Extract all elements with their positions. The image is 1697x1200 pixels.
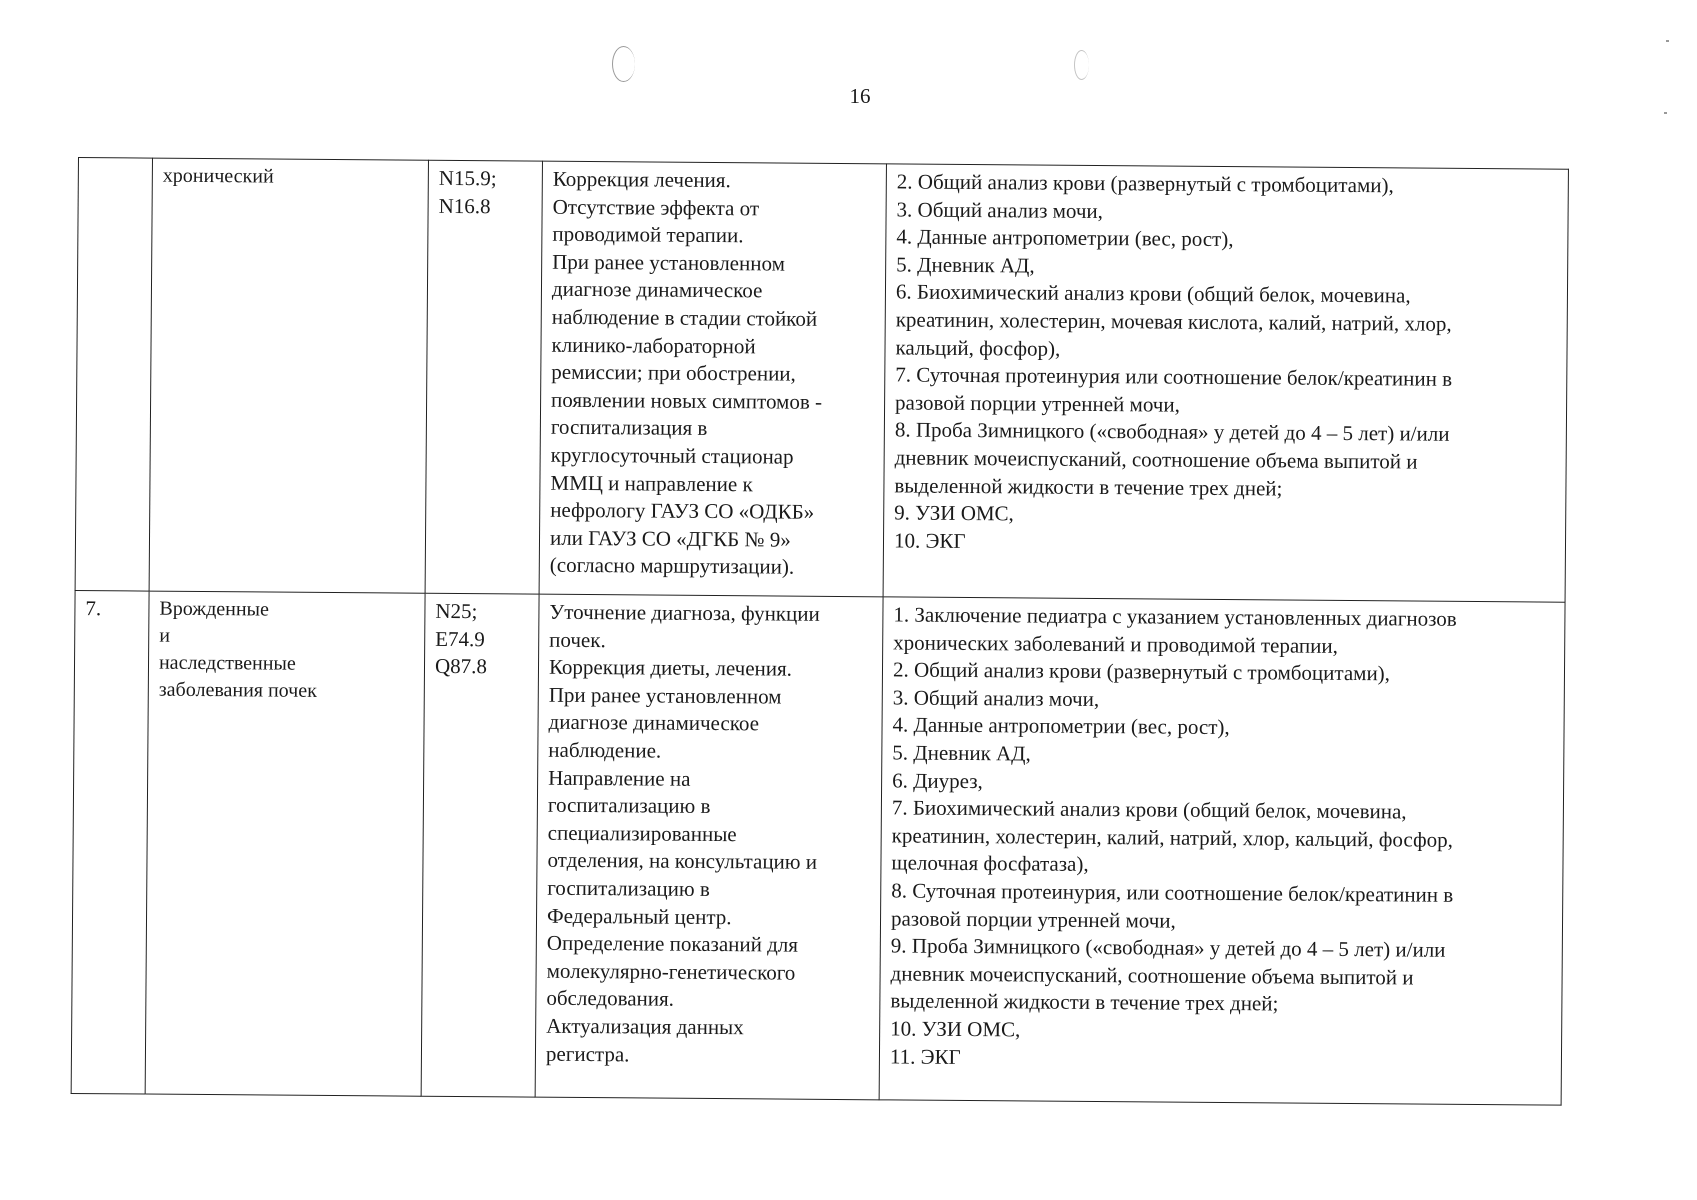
document-line: 8. Суточная протеинурия, или соотношение белок/креатинин в [891,878,1454,907]
clinical-table [71,157,1569,1106]
disease-name-cell [149,158,428,593]
goal-line: Определение показаний для [546,930,799,957]
document-line: разовой порции утренней мочи, [895,390,1180,417]
goal-line: клинико-лабораторной [551,332,756,358]
disease-name-line: Врожденные и [159,597,269,647]
document-line: 9. УЗИ ОМС, [894,500,1014,526]
document-line: 6. Диурез, [892,767,983,793]
goal-line: появлении новых симптомов - [551,387,823,414]
document-line: 7. Биохимический анализ крови (общий белок, мочевина, [891,795,1407,824]
goal-line: Актуализация данных [546,1013,744,1040]
goal-line: или ГАУЗ СО «ДГКБ № 9» [549,525,791,552]
document-line: 2. Общий анализ крови (развернутый с тромбоцитами), [892,657,1391,686]
goal-line: (согласно маршрутизации). [549,553,795,579]
document-line: 3. Общий анализ мочи, [892,685,1100,711]
goal-line: ММЦ и направление к [550,470,753,496]
icd-code: N16.8 [438,193,491,218]
goal-line: Коррекция диеты, лечения. [548,654,793,681]
goal-cell [535,594,883,1100]
goal-line: Уточнение диагноза, функции [549,599,820,626]
goal-line: госпитализацию в [547,792,711,819]
document-line: 10. УЗИ ОМС, [890,1016,1021,1042]
goal-line: наблюдение в стадии стойкой [551,304,818,331]
documents-cell [883,164,1568,602]
goal-line: почек. [549,627,606,652]
document-line: креатинин, холестерин, калий, натрий, хлор, кальций, фосфор, [891,823,1453,852]
goal-line: диагнозе динамическое [551,277,763,303]
goal-cell [539,161,886,597]
document-line: дневник мочеиспусканий, соотношение объема выпитой и [890,961,1414,990]
document-line: хронических заболеваний и проводимой терапии, [893,630,1339,658]
scan-artifact [612,46,635,82]
icd-code: Q87.8 [434,654,488,679]
goal-line: проводимой терапии. [552,221,744,248]
goal-line: госпитализация в [550,415,708,441]
goal-line: диагнозе динамическое [548,710,760,736]
goal-line: При ранее установленном [552,249,786,276]
icd-code: N25; [435,598,478,624]
document-line: 5. Дневник АД, [896,252,1035,278]
document-line: выделенной жидкости в течение трех дней; [894,472,1283,501]
goal-line: Направление на [548,765,691,791]
document-line: выделенной жидкости в течение трех дней; [890,988,1279,1016]
document-line: 6. Биохимический анализ крови (общий белок, мочевина, [895,279,1411,308]
goal-line: обследования. [546,986,675,1012]
document-line: 1. Заключение педиатра с указанием установленных диагнозов [893,602,1457,631]
icd-codes-cell [421,593,539,1097]
icd-code: E74.9 [435,626,485,651]
document-line: дневник мочеиспусканий, соотношение объема выпитой и [894,445,1418,474]
scan-artifact [1074,50,1089,80]
goal-line: специализированные [547,820,737,846]
document-line: 9. Проба Зимницкого («свободная» у детей до 4 – 5 лет) и/или [890,933,1446,962]
disease-name-line: заболевания почек [158,678,317,702]
document-line: 10. ЭКГ [893,528,966,553]
document-line: 8. Проба Зимницкого («свободная» у детей до 4 – 5 лет) и/или [894,417,1450,447]
document-line: 4. Данные антропометрии (вес, рост), [896,224,1234,252]
row-number-cell: 7. [71,590,149,1094]
icd-code: N15.9; [438,165,497,191]
goal-line: отделения, на консультацию и [547,848,818,875]
document-line: креатинин, холестерин, мочевая кислота, калий, натрий, хлор, [895,307,1452,336]
goal-line: ремиссии; при обострении, [551,359,796,386]
document-line: 11. ЭКГ [889,1043,961,1069]
document-line: 2. Общий анализ крови (развернутый с тромбоцитами), [896,169,1394,198]
goal-line: госпитализацию в [547,875,710,901]
scan-artifact [1664,112,1667,114]
icd-codes-cell [425,160,542,594]
disease-name-line: наследственные [158,651,296,675]
page-number: 16 [849,84,871,108]
goal-line: Коррекция лечения. [552,166,731,193]
document-line: щелочная фосфатаза), [891,850,1089,877]
document-line: 5. Дневник АД, [892,740,1031,766]
goal-line: нефрологу ГАУЗ СО «ОДКБ» [550,497,815,524]
document-line: 4. Данные антропометрии (вес, рост), [892,712,1230,740]
document-line: кальций, фосфор), [895,334,1061,361]
table-row [71,590,1565,1105]
table-row [75,158,1568,603]
goal-line: регистра. [545,1041,630,1066]
goal-line: круглосуточный стационар [550,442,794,469]
document-line: 7. Суточная протеинурия или соотношение белок/креатинин в [895,362,1453,391]
scan-artifact [1666,40,1669,42]
document-line: разовой порции утренней мочи, [890,905,1176,933]
goal-line: При ранее установленном [548,682,782,709]
row-number-cell [75,158,152,592]
goal-line: Отсутствие эффекта от [552,194,760,220]
goal-line: наблюдение. [548,737,662,763]
goal-line: Федеральный центр. [546,903,732,929]
documents-cell [879,597,1565,1105]
disease-name-cell [145,591,425,1096]
document-line: 3. Общий анализ мочи, [896,197,1104,223]
goal-line: молекулярно-генетического [546,958,796,985]
disease-name-line: хронический [162,164,274,188]
